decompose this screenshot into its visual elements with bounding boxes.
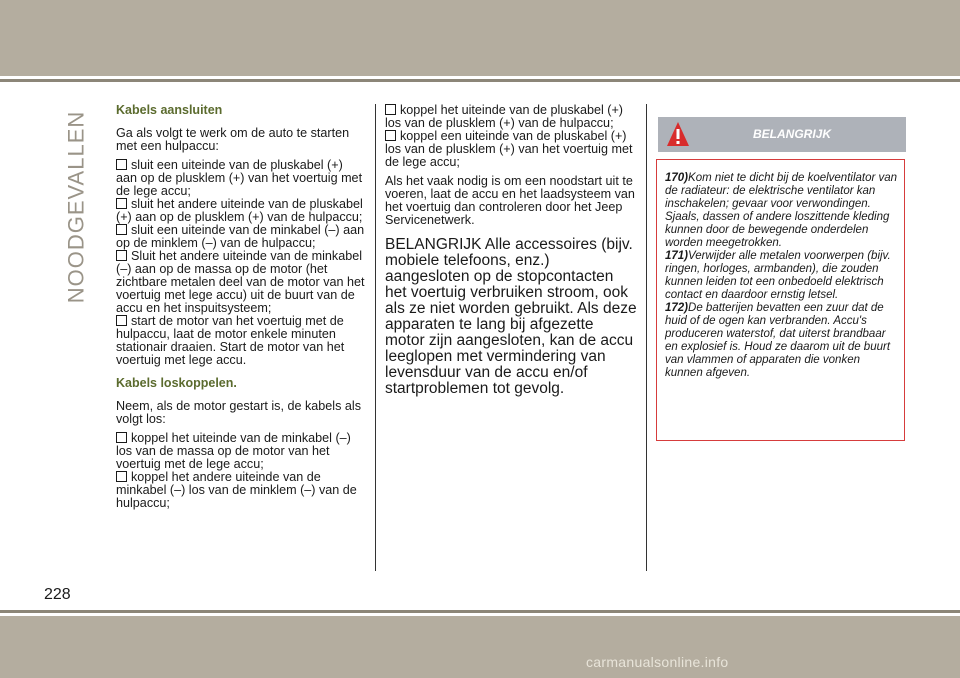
warning-item: 171)Verwijder alle metalen voorwerpen (bijv. ringen, horloges, armbanden), die zouden kunnen leiden tot een onbedoeld elektrisch contact en daardoor ernstig letsel.	[665, 250, 891, 301]
intro2-paragraph: Neem, als de motor gestart is, de kabels als volgt los:	[116, 399, 361, 426]
top-band	[0, 0, 960, 76]
list-item: koppel het andere uiteinde van de minkabel (–) los van de minklem (–) van de hulpaccu;	[116, 470, 357, 510]
steps-disconnect-continued-list	[385, 104, 637, 169]
list-item: koppel een uiteinde van de pluskabel (+) los van de plusklem (+) van het voertuig met de lege accu;	[385, 129, 633, 169]
page-number: 228	[44, 586, 71, 603]
top-divider	[0, 79, 960, 82]
column-left	[116, 104, 366, 510]
bottom-band	[0, 616, 960, 678]
section-side-label	[62, 102, 90, 312]
column-divider	[646, 104, 647, 571]
heading-kabels-loskoppelen: Kabels loskoppelen.	[116, 376, 237, 390]
checkbox-bullet-icon	[116, 250, 127, 261]
warning-header	[658, 117, 906, 152]
bottom-divider	[0, 610, 960, 613]
list-item: sluit het andere uiteinde van de pluskabel (+) aan op de plusklem (+) van de hulpaccu;	[116, 197, 363, 224]
checkbox-bullet-icon	[116, 159, 127, 170]
checkbox-bullet-icon	[385, 104, 396, 115]
service-paragraph: Als het vaak nodig is om een noodstart uit te voeren, laat de accu en het laadsysteem van het voertuig dan controleren door het Jeep Servicenetwerk.	[385, 174, 635, 227]
steps-connect-list	[116, 159, 366, 367]
checkbox-bullet-icon	[385, 130, 396, 141]
section-title: NOODGEVALLEN	[63, 110, 89, 304]
steps-disconnect-list	[116, 432, 366, 510]
checkbox-bullet-icon	[116, 432, 127, 443]
list-item: sluit een uiteinde van de pluskabel (+) aan op de plusklem (+) van het voertuig met de lege accu;	[116, 158, 363, 198]
intro-paragraph: Ga als volgt te werk om de auto te starten met een hulpaccu:	[116, 126, 350, 153]
list-item: sluit een uiteinde van de minkabel (–) aan op de minklem (–) van de hulpaccu;	[116, 223, 365, 250]
column-middle	[385, 104, 637, 403]
list-item: Sluit het andere uiteinde van de minkabel (–) aan op de massa op de motor (het zichtbare metalen deel van de motor van het voertuig met lege accu) uit de buurt van de accu en het inspuitsysteem;	[116, 249, 365, 315]
checkbox-bullet-icon	[116, 224, 127, 235]
checkbox-bullet-icon	[116, 198, 127, 209]
warning-item: 172)De batterijen bevatten een zuur dat de huid of de ogen kan verbranden. Accu's produceren waterstof, dat uiterst brandbaar en explosief is. Houd ze daarom uit de buurt van vlammen of apparaten die vonken kunnen afgeven.	[665, 302, 891, 379]
list-item: koppel het uiteinde van de minkabel (–) los van de massa op de motor van het voertuig met de lege accu;	[116, 431, 351, 471]
checkbox-bullet-icon	[116, 471, 127, 482]
belangrijk-paragraph: BELANGRIJK Alle accessoires (bijv. mobiele telefoons, enz.) aangesloten op de stopcontacten het voertuig verbruiken stroom, ook als ze niet worden gebruikt. Als deze apparaten te lang bij afgezette motor zijn aangesloten, kan de accu leeglopen met vermindering van levensduur van de accu en/of startproblemen tot gevolg.	[385, 236, 637, 397]
list-item: start de motor van het voertuig met de hulpaccu, laat de motor enkele minuten stationair draaien. Start de motor van het voertuig met lege accu.	[116, 314, 345, 367]
column-divider	[375, 104, 376, 571]
heading-kabels-aansluiten: Kabels aansluiten	[116, 103, 223, 117]
warning-box	[656, 159, 905, 441]
checkbox-bullet-icon	[116, 315, 127, 326]
warning-title: BELANGRIJK	[752, 127, 831, 141]
list-item: koppel het uiteinde van de pluskabel (+) los van de plusklem (+) van de hulpaccu;	[385, 103, 623, 130]
warning-item: 170)Kom niet te dicht bij de koelventilator van de radiateur: de elektrische ventilator kan inschakelen; gevaar voor verwondingen. Sjaals, dassen of andere loszittende kleding kunnen door de bewegende onderdelen worden meegetrokken.	[665, 172, 898, 249]
watermark: carmanualsonline.info	[586, 654, 729, 670]
